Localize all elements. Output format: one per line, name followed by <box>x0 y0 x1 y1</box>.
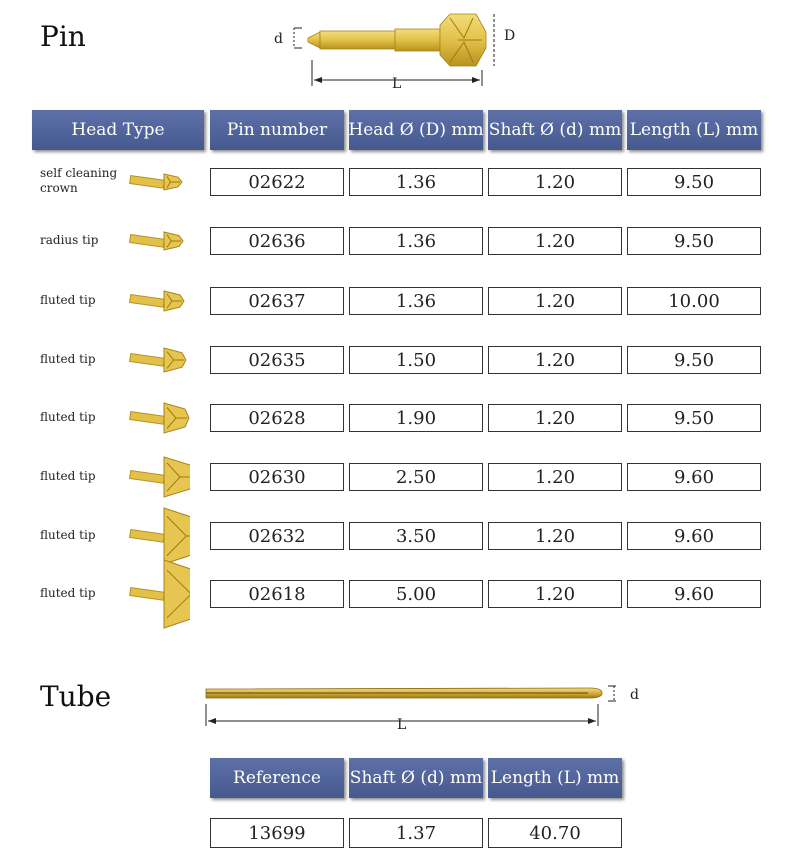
length-cell: 9.60 <box>627 463 761 491</box>
tube-length-cell: 40.70 <box>488 818 622 848</box>
header-pin-number: Pin number <box>210 110 344 150</box>
head-diameter-cell: 1.36 <box>349 168 483 196</box>
pin-head-thumbnail-icon <box>128 286 190 316</box>
header-length: Length (L) mm <box>627 110 761 150</box>
head-diameter-cell: 1.90 <box>349 404 483 432</box>
pin-head-thumbnail-icon <box>128 557 190 631</box>
pin-number-cell: 02637 <box>210 287 344 315</box>
header-shaft-diameter: Shaft Ø (d) mm <box>488 110 622 150</box>
tube-reference-cell: 13699 <box>210 818 344 848</box>
pin-D-label: D <box>504 28 516 44</box>
pin-L-label: L <box>392 76 402 92</box>
tube-dimension-diagram <box>200 676 650 736</box>
length-cell: 10.00 <box>627 287 761 315</box>
pin-dimension-diagram <box>268 8 528 96</box>
pin-head-thumbnail-icon <box>128 400 190 436</box>
header-head-type: Head Type <box>32 110 204 150</box>
shaft-diameter-cell: 1.20 <box>488 522 622 550</box>
head-type-label: fluted tip <box>40 293 96 307</box>
pin-head-thumbnail-icon <box>128 345 190 375</box>
pin-number-cell: 02635 <box>210 346 344 374</box>
shaft-diameter-cell: 1.20 <box>488 287 622 315</box>
shaft-diameter-cell: 1.20 <box>488 227 622 255</box>
tube-L-label: L <box>397 717 407 733</box>
length-cell: 9.50 <box>627 404 761 432</box>
head-diameter-cell: 1.50 <box>349 346 483 374</box>
pin-number-cell: 02622 <box>210 168 344 196</box>
pin-head-thumbnail-icon <box>128 454 190 500</box>
head-type-label: radius tip <box>40 233 99 247</box>
shaft-diameter-cell: 1.20 <box>488 346 622 374</box>
length-cell: 9.50 <box>627 168 761 196</box>
head-type-label: fluted tip <box>40 528 96 542</box>
head-diameter-cell: 1.36 <box>349 287 483 315</box>
tube-shaft-diameter-cell: 1.37 <box>349 818 483 848</box>
pin-number-cell: 02632 <box>210 522 344 550</box>
pin-number-cell: 02618 <box>210 580 344 608</box>
shaft-diameter-cell: 1.20 <box>488 463 622 491</box>
pin-number-cell: 02628 <box>210 404 344 432</box>
head-diameter-cell: 3.50 <box>349 522 483 550</box>
tube-header-reference: Reference <box>210 758 344 798</box>
head-diameter-cell: 5.00 <box>349 580 483 608</box>
header-head-diameter: Head Ø (D) mm <box>349 110 483 150</box>
tube-header-shaft-diameter: Shaft Ø (d) mm <box>349 758 483 798</box>
length-cell: 9.60 <box>627 522 761 550</box>
pin-section-title: Pin <box>40 20 86 53</box>
head-diameter-cell: 1.36 <box>349 227 483 255</box>
pin-head-thumbnail-icon <box>128 167 190 197</box>
head-type-label: fluted tip <box>40 410 96 424</box>
head-diameter-cell: 2.50 <box>349 463 483 491</box>
tube-header-length: Length (L) mm <box>488 758 622 798</box>
shaft-diameter-cell: 1.20 <box>488 404 622 432</box>
head-type-label: fluted tip <box>40 352 96 366</box>
length-cell: 9.60 <box>627 580 761 608</box>
head-type-label: fluted tip <box>40 586 96 600</box>
length-cell: 9.50 <box>627 346 761 374</box>
shaft-diameter-cell: 1.20 <box>488 168 622 196</box>
pin-d-label: d <box>274 31 283 47</box>
tube-section-title: Tube <box>40 680 112 713</box>
pin-number-cell: 02630 <box>210 463 344 491</box>
tube-d-label: d <box>630 687 639 703</box>
length-cell: 9.50 <box>627 227 761 255</box>
shaft-diameter-cell: 1.20 <box>488 580 622 608</box>
head-type-label: self cleaning crown <box>40 166 118 195</box>
pin-number-cell: 02636 <box>210 227 344 255</box>
head-type-label: fluted tip <box>40 469 96 483</box>
pin-head-thumbnail-icon <box>128 226 190 256</box>
